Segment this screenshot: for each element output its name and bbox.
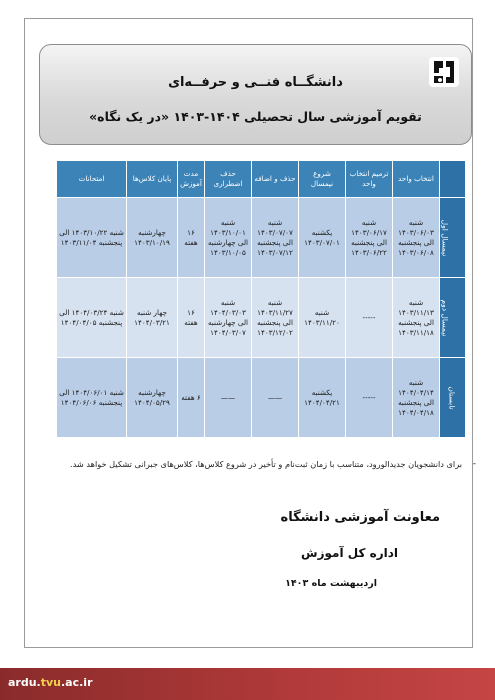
column-header-corner (440, 161, 466, 198)
table-cell: چهار شنبه ۱۴۰۴/۰۳/۲۱ (127, 278, 178, 358)
calendar-title: تقویم آموزشی سال تحصیلی ۱۴۰۴-۱۴۰۳ «در یک نگاه» (89, 109, 422, 124)
table-cell: چهارشنبه ۱۴۰۴/۰۵/۲۹ (127, 358, 178, 438)
table-cell: یکشنبه ۱۴۰۳/۰۷/۰۱ (299, 198, 346, 278)
table-cell: شنبه ۱۴۰۳/۱۱/۲۷ الی پنجشنبه ۱۴۰۳/۱۲/۰۲ (252, 278, 299, 358)
table-cell: ۶ هفته (178, 358, 205, 438)
signature-deputy: معاونت آموزشی دانشگاه (280, 510, 440, 525)
column-header-duration: مدت آموزش (178, 161, 205, 198)
table-cell: شنبه ۱۴۰۴/۰۳/۰۳ الی چهارشنبه ۱۴۰۴/۰۳/۰۷ (205, 278, 252, 358)
column-header-emergency-drop: حذف اضطراری (205, 161, 252, 198)
footer-bar (0, 668, 495, 700)
table-cell: شنبه ۱۴۰۳/۱۱/۱۳ الی پنجشنبه ۱۴۰۳/۱۱/۱۸ (393, 278, 440, 358)
table-row (57, 358, 466, 438)
table-cell: شنبه ۱۴۰۳/۱۰/۰۱ الی چهارشنبه ۱۴۰۳/۱۰/۰۵ (205, 198, 252, 278)
university-name: دانشگــاه فنــی و حرفــه‌ای (168, 75, 343, 90)
column-header-add-drop: حذف و اضافه (252, 161, 299, 198)
semester-label: تابستان (440, 358, 466, 438)
table-cell: —— (205, 358, 252, 438)
note-bullet: - (472, 459, 476, 469)
table-cell: چهارشنبه ۱۴۰۳/۱۰/۱۹ (127, 198, 178, 278)
table-cell: شنبه ۱۴۰۴/۰۶/۰۱ الی پنجشنبه ۱۴۰۴/۰۶/۰۶ (57, 358, 127, 438)
table-cell: یکشنبه ۱۴۰۴/۰۴/۲۱ (299, 358, 346, 438)
column-header-exams: امتحانات (57, 161, 127, 198)
table-cell: شنبه ۱۴۰۳/۱۰/۲۲ الی پنجشنبه ۱۴۰۳/۱۱/۰۴ (57, 198, 127, 278)
table-cell: شنبه ۱۴۰۳/۰۶/۱۷ الی پنجشنبه ۱۴۰۳/۰۶/۲۲ (346, 198, 393, 278)
table-cell: ۱۶ هفته (178, 278, 205, 358)
note-text: برای دانشجویان جدیدالورود، متناسب با زمان ثبت‌نام و تأخیر در شروع کلاس‌ها، کلاس‌های جبرانی تشکیل خواهد شد. (70, 459, 462, 469)
column-header-classes-end: پایان کلاس‌ها (127, 161, 178, 198)
document-header (39, 44, 472, 145)
column-header-course-selection: انتخاب واحد (393, 161, 440, 198)
table-cell: ----- (346, 278, 393, 358)
column-header-selection-revision: ترمیم انتخاب واحد (346, 161, 393, 198)
column-header-semester-start: شروع نیمسال (299, 161, 346, 198)
semester-label: نیمسال اول (440, 198, 466, 278)
table-cell: ----- (346, 358, 393, 438)
table-row (57, 278, 466, 358)
table-cell: ۱۶ هفته (178, 198, 205, 278)
table-cell: شنبه ۱۴۰۳/۰۷/۰۷ الی پنجشنبه ۱۴۰۳/۰۷/۱۲ (252, 198, 299, 278)
academic-calendar-table (57, 160, 466, 434)
compensatory-classes-note (52, 454, 476, 474)
table-cell: —— (252, 358, 299, 438)
table-cell: شنبه ۱۴۰۳/۰۶/۰۳ الی پنجشنبه ۱۴۰۳/۰۶/۰۸ (393, 198, 440, 278)
table-cell: شنبه ۱۴۰۴/۰۴/۱۴ الی پنجشنبه ۱۴۰۴/۰۴/۱۸ (393, 358, 440, 438)
signature-department: اداره کل آموزش (301, 546, 398, 560)
table-cell: شنبه ۱۴۰۴/۰۳/۲۴ الی پنجشنبه ۱۴۰۴/۰۴/۰۵ (57, 278, 127, 358)
table-row (57, 198, 466, 278)
website-link[interactable]: ardu.tvu.ac.ir (8, 676, 93, 689)
semester-label: نیمسال دوم (440, 278, 466, 358)
table-header-row (57, 161, 466, 198)
signature-date: اردیبهشت ماه ۱۴۰۳ (285, 578, 377, 589)
table-cell: شنبه ۱۴۰۳/۱۱/۲۰ (299, 278, 346, 358)
